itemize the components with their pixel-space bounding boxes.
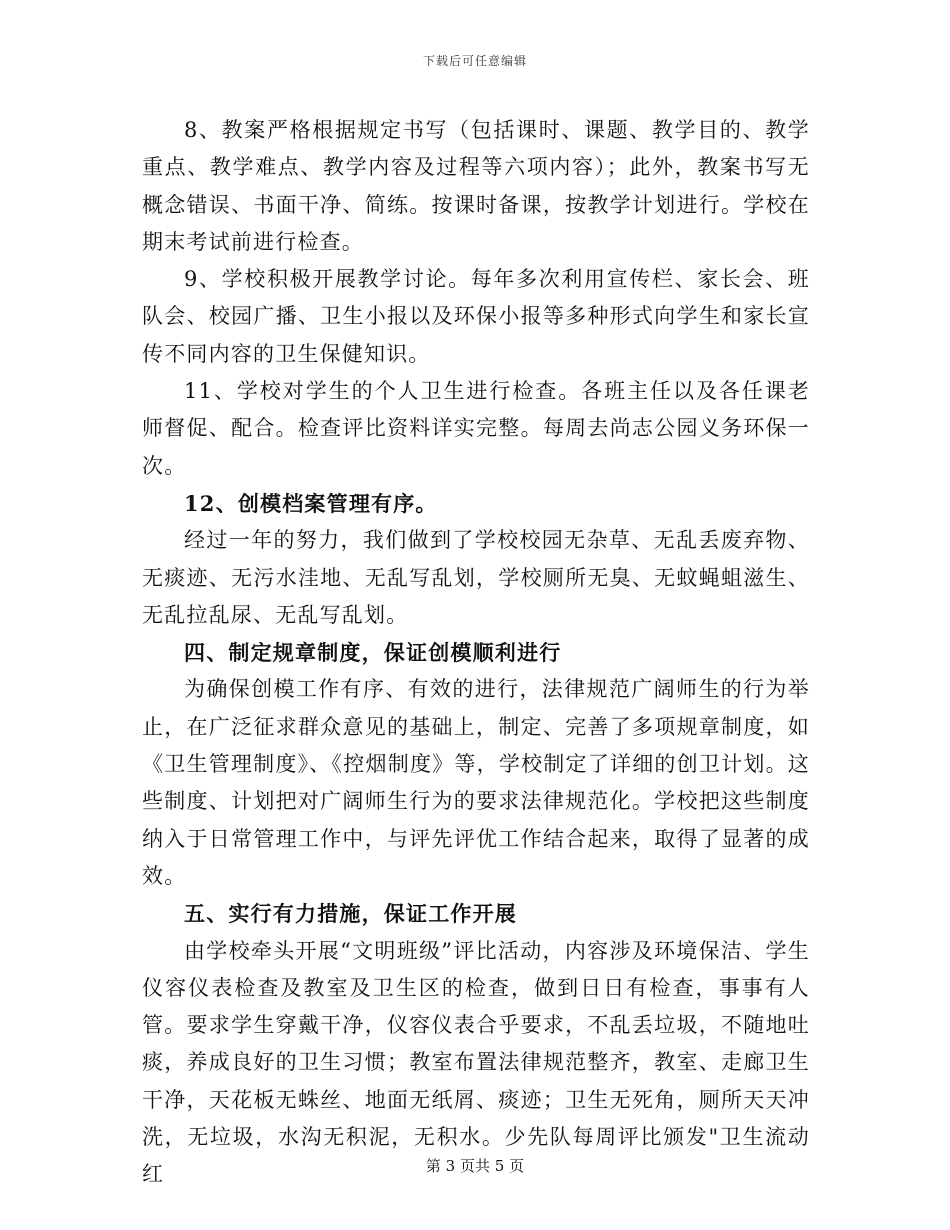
paragraph-8: 8、教案严格根据规定书写（包括课时、课题、教学目的、教学重点、教学难点、教学内容及过程等六项内容）；此外，教案书写无概念错误、书面干净、简练。按课时备课，按教学计划进行。学校在期末考试前进行检查。 bbox=[142, 118, 810, 254]
paragraph-results: 经过一年的努力，我们做到了学校校园无杂草、无乱丢废弃物、无痰迹、无污水洼地、无乱写乱划，学校厕所无臭、无蚊蝇蛆滋生、无乱拉乱尿、无乱写乱划。 bbox=[142, 528, 810, 627]
page-header: 下载后可任意编辑 bbox=[422, 54, 527, 68]
paragraph-measures: 由学校牵头开展“文明班级”评比活动，内容涉及环境保洁、学生仪容仪表检查及教室及卫生区的检查，做到日日有检查，事事有人管。要求学生穿戴干净，仪容仪表合乎要求，不乱丢垃圾，不随地吐痰，养成良好的卫生习惯；教室布置法律规范整齐，教室、走廊卫生干净，天花板无蛛丝、地面无纸屑、痰迹；卫生无死角，厕所天天冲洗，无垃圾，水沟无积泥，无积水。少先队每周评比颁发"卫生流动红 bbox=[142, 938, 810, 1187]
section-heading-5: 五、实行有力措施，保证工作开展 bbox=[184, 901, 517, 927]
document-body bbox=[142, 112, 810, 1194]
paragraph-9: 9、学校积极开展教学讨论。每年多次利用宣传栏、家长会、班队会、校园广播、卫生小报以及环保小报等多种形式向学生和家长宣传不同内容的卫生保健知识。 bbox=[142, 267, 810, 366]
paragraph-11: 11、学校对学生的个人卫生进行检查。各班主任以及各任课老师督促、配合。检查评比资料详实完整。每周去尚志公园义务环保一次。 bbox=[142, 379, 810, 478]
page-footer: 第 3 页共 5 页 bbox=[425, 1157, 525, 1175]
section-heading-4: 四、制定规章制度，保证创模顺利进行 bbox=[184, 640, 562, 666]
paragraph-regulations: 为确保创模工作有序、有效的进行，法律规范广阔师生的行为举止，在广泛征求群众意见的基础上，制定、完善了多项规章制度，如《卫生管理制度》、《控烟制度》等，学校制定了详细的创卫计划。这些制度、计划把对广阔师生行为的要求法律规范化。学校把这些制度纳入于日常管理工作中，与评先评优工作结合起来，取得了显著的成效。 bbox=[142, 677, 810, 888]
heading-12: 12、创模档案管理有序。 bbox=[184, 490, 438, 516]
